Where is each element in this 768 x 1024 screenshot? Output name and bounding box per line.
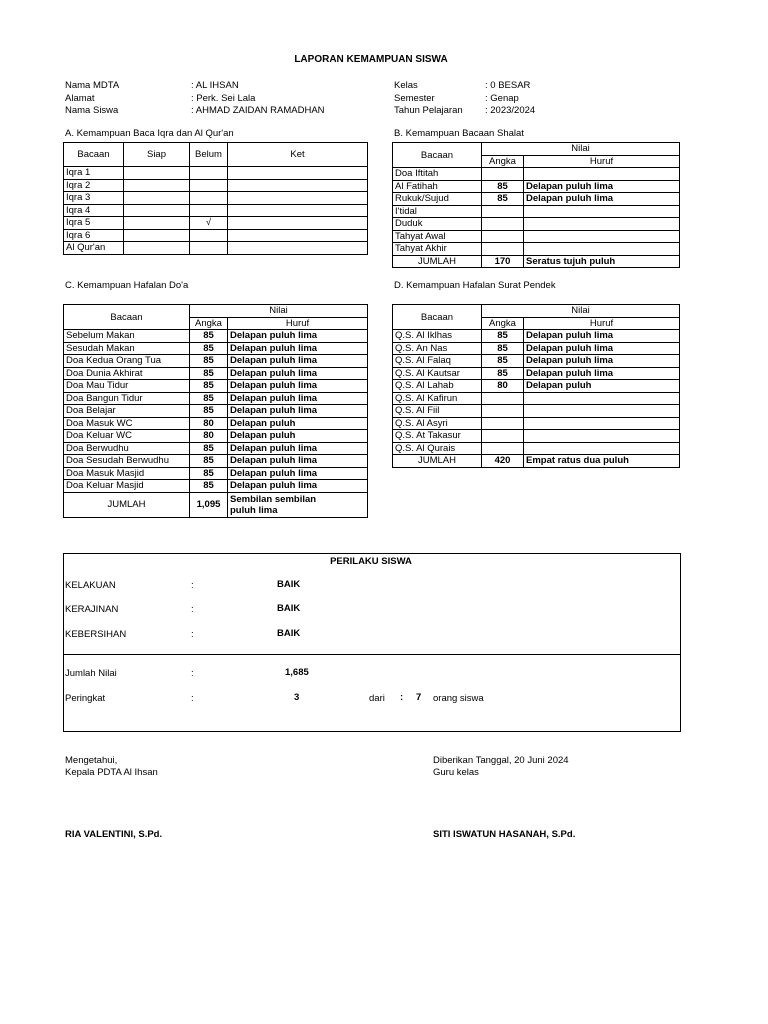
cell-belum [190,204,228,217]
cell-bacaan: Doa Masuk Masjid [64,467,190,480]
total-angka: 420 [482,455,524,468]
cell-bacaan: I'tidal [393,205,482,218]
cell-bacaan: Iqra 1 [64,167,124,180]
cell-huruf: Delapan puluh lima [228,455,368,468]
cell-bacaan: Q.S. At Takasur [393,430,482,443]
table-row [393,243,680,256]
cell-huruf: Delapan puluh lima [228,480,368,493]
cell-angka: 85 [482,193,524,206]
cell-bacaan: Iqra 2 [64,179,124,192]
perilaku-colon: : [191,580,194,591]
cell-huruf: Delapan puluh lima [524,180,680,193]
cell-bacaan: Doa Iftitah [393,168,482,181]
cell-bacaan: Rukuk/Sujud [393,193,482,206]
cell-bacaan: Iqra 4 [64,204,124,217]
table-row [393,218,680,231]
cell-siap [124,229,190,242]
cell-bacaan: Doa Keluar WC [64,430,190,443]
table-row [393,430,680,443]
jumlah-nilai-label: Jumlah Nilai [65,668,117,679]
table-row [64,217,368,230]
cell-bacaan: Q.S. Al Iklhas [393,330,482,343]
cell-angka: 85 [190,330,228,343]
cell-huruf: Delapan puluh lima [228,467,368,480]
cell-ket [228,229,368,242]
cell-huruf: Delapan puluh lima [228,392,368,405]
table-row [393,330,680,343]
perilaku-colon: : [191,629,194,640]
cell-bacaan: Duduk [393,218,482,231]
table-row [64,229,368,242]
cell-huruf: Delapan puluh lima [524,355,680,368]
header-belum: Belum [190,143,228,167]
cell-belum [190,192,228,205]
cell-huruf: Delapan puluh lima [524,193,680,206]
table-row [393,193,680,206]
divider [63,654,680,655]
cell-huruf: Delapan puluh lima [228,380,368,393]
cell-bacaan: Al Qur'an [64,242,124,255]
cell-huruf [524,205,680,218]
sign-right-line1: Diberikan Tanggal, 20 Juni 2024 [433,755,569,766]
info-label: Nama Siswa [65,105,119,116]
header-bacaan: Bacaan [393,143,482,168]
section-a-table [63,142,368,255]
cell-ket [228,204,368,217]
peringkat-colon2: : [400,692,404,703]
cell-bacaan: Iqra 3 [64,192,124,205]
cell-angka: 85 [190,392,228,405]
cell-angka: 85 [190,480,228,493]
perilaku-label: KELAKUAN [65,580,116,591]
perilaku-value: BAIK [277,603,301,614]
cell-siap [124,204,190,217]
cell-ket [228,242,368,255]
cell-bacaan: Q.S. Al Qurais [393,442,482,455]
info-value: : Perk. Sei Lala [191,93,256,104]
table-row [64,204,368,217]
table-row [64,455,368,468]
sign-right-name: SITI ISWATUN HASANAH, S.Pd. [433,829,576,840]
cell-siap [124,192,190,205]
table-row [393,230,680,243]
table-row [64,405,368,418]
total-label: JUMLAH [393,455,482,468]
info-value: : AHMAD ZAIDAN RAMADHAN [191,105,325,116]
table-row [64,442,368,455]
info-label: Alamat [65,93,95,104]
table-row [393,367,680,380]
cell-angka: 85 [482,342,524,355]
sign-left-line2: Kepala PDTA Al Ihsan [65,767,158,778]
header-angka: Angka [190,317,228,330]
table-row [64,480,368,493]
sign-left-line1: Mengetahui, [65,755,118,766]
info-value: : 0 BESAR [485,80,531,91]
cell-belum [190,242,228,255]
table-row [64,417,368,430]
header-bacaan: Bacaan [393,305,482,330]
perilaku-value: BAIK [277,628,301,639]
cell-huruf: Delapan puluh lima [524,367,680,380]
table-row [64,330,368,343]
total-label: JUMLAH [393,255,482,268]
info-label: Nama MDTA [65,80,120,91]
cell-angka: 85 [190,355,228,368]
cell-huruf [524,168,680,181]
table-row [393,168,680,181]
header-huruf: Huruf [524,155,680,168]
perilaku-box [63,553,681,732]
table-row [64,179,368,192]
cell-bacaan: Q.S. Al Asyri [393,417,482,430]
header-bacaan: Bacaan [64,143,124,167]
cell-angka: 85 [190,380,228,393]
cell-ket [228,192,368,205]
info-value: : AL IHSAN [191,80,239,91]
info-label: Tahun Pelajaran [394,105,463,116]
cell-huruf: Delapan puluh lima [228,405,368,418]
section-c-title: C. Kemampuan Hafalan Do'a [65,280,189,291]
table-row [393,342,680,355]
cell-angka [482,430,524,443]
table-row [64,192,368,205]
cell-bacaan: Q.S. Al Falaq [393,355,482,368]
cell-angka: 85 [482,330,524,343]
perilaku-colon: : [191,604,194,615]
cell-huruf: Delapan puluh [524,380,680,393]
cell-angka [482,392,524,405]
section-b-title: B. Kemampuan Bacaan Shalat [394,128,524,139]
cell-bacaan: Q.S. Al Kafirun [393,392,482,405]
section-d-title: D. Kemampuan Hafalan Surat Pendek [394,280,556,291]
cell-siap [124,217,190,230]
cell-bacaan: Iqra 6 [64,229,124,242]
section-a-title: A. Kemampuan Baca Iqra dan Al Qur'an [65,128,234,139]
header-huruf: Huruf [524,317,680,330]
cell-angka: 85 [190,405,228,418]
cell-bacaan: Q.S. Al Kautsar [393,367,482,380]
cell-huruf: Delapan puluh lima [524,342,680,355]
header-bacaan: Bacaan [64,305,190,330]
jumlah-nilai-colon: : [191,668,194,679]
table-row [393,380,680,393]
cell-huruf [524,405,680,418]
cell-ket [228,167,368,180]
cell-huruf [524,243,680,256]
section-d-table [392,304,680,468]
cell-angka: 85 [482,180,524,193]
header-angka: Angka [482,155,524,168]
cell-bacaan: Doa Belajar [64,405,190,418]
cell-belum [190,229,228,242]
cell-bacaan: Doa Keluar Masjid [64,480,190,493]
cell-huruf [524,218,680,231]
peringkat-dari: dari [369,693,385,704]
cell-huruf [524,392,680,405]
table-row [64,467,368,480]
info-value: : Genap [485,93,519,104]
cell-huruf: Delapan puluh [228,417,368,430]
cell-bacaan: Doa Bangun Tidur [64,392,190,405]
table-row [393,392,680,405]
cell-bacaan: Al Fatihah [393,180,482,193]
jumlah-nilai-value: 1,685 [285,667,309,678]
sign-right-line2: Guru kelas [433,767,479,778]
table-row [393,417,680,430]
cell-bacaan: Doa Dunia Akhirat [64,367,190,380]
cell-bacaan: Tahyat Awal [393,230,482,243]
table-row [393,355,680,368]
section-b-table [392,142,680,268]
header-huruf: Huruf [228,317,368,330]
perilaku-value: BAIK [277,579,301,590]
table-row [64,342,368,355]
cell-huruf: Delapan puluh [228,430,368,443]
table-row [64,355,368,368]
cell-huruf: Delapan puluh lima [524,330,680,343]
perilaku-title: PERILAKU SISWA [330,556,412,567]
header-nilai: Nilai [482,143,680,156]
total-angka: 1,095 [190,492,228,517]
cell-bacaan: Doa Mau Tidur [64,380,190,393]
cell-angka: 85 [190,467,228,480]
table-row [64,167,368,180]
header-angka: Angka [482,317,524,330]
cell-angka: 85 [482,367,524,380]
total-angka: 170 [482,255,524,268]
header-nilai: Nilai [482,305,680,318]
total-huruf-line1: Sembilan sembilan [230,493,317,505]
cell-huruf [524,230,680,243]
table-row [64,380,368,393]
cell-ket [228,217,368,230]
total-huruf: Empat ratus dua puluh [524,455,680,468]
cell-ket [228,179,368,192]
table-row [393,180,680,193]
cell-bacaan: Tahyat Akhir [393,243,482,256]
cell-siap [124,167,190,180]
cell-siap [124,242,190,255]
peringkat-label: Peringkat [65,693,106,704]
info-label: Semester [394,93,435,104]
total-huruf [228,492,368,517]
cell-huruf: Delapan puluh lima [228,342,368,355]
info-value: : 2023/2024 [485,105,536,116]
table-row [64,367,368,380]
cell-huruf [524,442,680,455]
cell-angka: 85 [190,455,228,468]
peringkat-colon: : [191,693,194,704]
cell-angka [482,168,524,181]
peringkat-total: 7 [416,692,422,703]
cell-huruf: Delapan puluh lima [228,367,368,380]
cell-bacaan: Doa Masuk WC [64,417,190,430]
cell-huruf [524,430,680,443]
peringkat-value: 3 [294,692,300,703]
cell-bacaan: Doa Sesudah Berwudhu [64,455,190,468]
total-huruf: Seratus tujuh puluh [524,255,680,268]
cell-bacaan: Sebelum Makan [64,330,190,343]
cell-angka: 85 [482,355,524,368]
header-nilai: Nilai [190,305,368,318]
cell-bacaan: Q.S. Al Fiil [393,405,482,418]
cell-angka [482,230,524,243]
perilaku-label: KERAJINAN [65,604,119,615]
cell-huruf: Delapan puluh lima [228,355,368,368]
cell-huruf: Delapan puluh lima [228,330,368,343]
cell-angka: 80 [190,417,228,430]
cell-angka: 80 [190,430,228,443]
table-row [393,442,680,455]
report-title: LAPORAN KEMAMPUAN SISWA [294,54,448,65]
cell-angka [482,243,524,256]
cell-angka [482,417,524,430]
table-row [393,205,680,218]
cell-bacaan: Q.S. Al Lahab [393,380,482,393]
cell-bacaan: Iqra 5 [64,217,124,230]
cell-angka [482,205,524,218]
cell-belum: √ [190,217,228,230]
header-siap: Siap [124,143,190,167]
cell-bacaan: Doa Berwudhu [64,442,190,455]
total-huruf-line2: puluh lima [230,504,278,516]
table-row [393,405,680,418]
cell-angka: 85 [190,442,228,455]
cell-bacaan: Doa Kedua Orang Tua [64,355,190,368]
cell-bacaan: Q.S. An Nas [393,342,482,355]
cell-bacaan: Sesudah Makan [64,342,190,355]
cell-angka [482,218,524,231]
cell-angka [482,405,524,418]
header-ket: Ket [228,143,368,167]
cell-siap [124,179,190,192]
info-label: Kelas [394,80,418,91]
perilaku-label: KEBERSIHAN [65,629,127,640]
peringkat-suffix: orang siswa [433,693,484,704]
cell-belum [190,179,228,192]
cell-angka [482,442,524,455]
section-c-table [63,304,368,518]
cell-huruf [524,417,680,430]
table-row [64,430,368,443]
table-row [64,242,368,255]
cell-angka: 80 [482,380,524,393]
cell-huruf: Delapan puluh lima [228,442,368,455]
cell-angka: 85 [190,342,228,355]
total-label: JUMLAH [64,492,190,517]
sign-left-name: RIA VALENTINI, S.Pd. [65,829,163,840]
cell-belum [190,167,228,180]
cell-angka: 85 [190,367,228,380]
table-row [64,392,368,405]
